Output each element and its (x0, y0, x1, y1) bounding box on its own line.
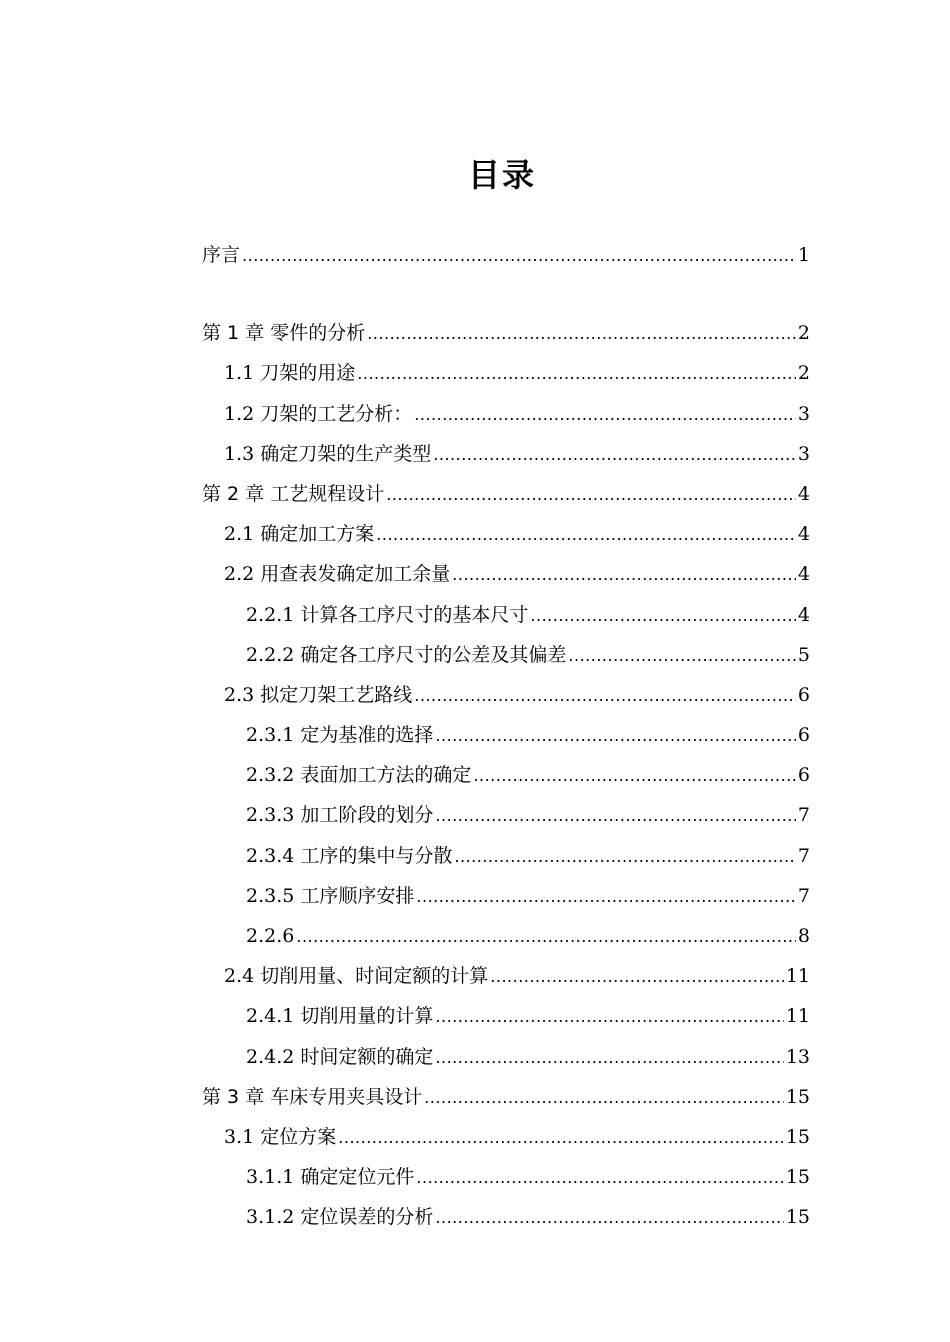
toc-leader-dots (454, 837, 796, 877)
toc-entry[interactable] (202, 675, 810, 715)
toc-entry-page: 15 (785, 1085, 810, 1108)
toc-entry-label: 2.2.6 (246, 925, 295, 947)
toc-entry-label: 序言 (202, 244, 241, 266)
toc-leader-dots (338, 1118, 784, 1158)
toc-entry-page: 1 (797, 244, 810, 266)
toc-entry-page: 7 (797, 804, 810, 827)
toc-entry-page: 11 (785, 1005, 810, 1028)
toc-leader-dots (357, 354, 796, 394)
toc-entry-label: 2.4.2 时间定额的确定 (246, 1045, 434, 1068)
toc-leader-dots (490, 957, 784, 997)
toc-entry[interactable] (202, 1117, 810, 1157)
toc-entry[interactable] (202, 836, 810, 876)
toc-leader-dots (424, 1078, 784, 1118)
toc-entry-page: 7 (797, 844, 810, 867)
toc-leader-dots (435, 796, 796, 836)
toc-entry[interactable] (202, 235, 810, 275)
toc-entry[interactable] (202, 474, 810, 514)
toc-entry-page: 13 (785, 1045, 810, 1068)
toc-entry-page: 3 (797, 402, 810, 425)
toc-entry-label: 3.1 定位方案 (224, 1125, 337, 1148)
toc-entry-label: 第 2 章 工艺规程设计 (202, 482, 385, 505)
toc-leader-dots (386, 475, 796, 515)
toc-entry[interactable] (202, 876, 810, 916)
toc-entry-label: 1.2 刀架的工艺分析： (224, 402, 413, 425)
toc-entry-label: 3.1.1 确定定位元件 (246, 1166, 415, 1189)
toc-entry-label: 2.3.2 表面加工方法的确定 (246, 764, 472, 787)
toc-entry-label: 2.2.2 确定各工序尺寸的公差及其偏差 (246, 643, 567, 666)
toc-leader-dots (473, 756, 796, 796)
toc-entry[interactable] (202, 996, 810, 1036)
toc-entry-label: 2.3.4 工序的集中与分散 (246, 844, 453, 867)
toc-entry[interactable] (202, 635, 810, 675)
toc-entry-label: 第 1 章 零件的分析 (202, 322, 366, 345)
toc-entry-label: 2.3.5 工序顺序安排 (246, 884, 415, 907)
toc-entry-label: 2.3.3 加工阶段的划分 (246, 804, 434, 827)
toc-entry-page: 4 (797, 563, 810, 586)
toc-leader-dots (367, 314, 796, 354)
toc-leader-dots (296, 917, 796, 957)
table-of-contents (202, 235, 810, 1238)
toc-entry[interactable] (202, 755, 810, 795)
toc-leader-dots (452, 555, 796, 595)
toc-leader-dots (435, 997, 783, 1037)
toc-entry[interactable] (202, 595, 810, 635)
toc-entry-page: 2 (797, 362, 810, 385)
toc-entry-page: 2 (797, 322, 810, 345)
toc-entry-page: 6 (797, 724, 810, 747)
toc-leader-dots (435, 716, 796, 756)
toc-entry-label: 第 3 章 车床专用夹具设计 (202, 1085, 423, 1108)
toc-entry-label: 2.2 用查表发确定加工余量 (224, 563, 451, 586)
toc-entry-page: 15 (785, 1206, 810, 1229)
toc-leader-dots (530, 596, 796, 636)
toc-leader-dots (435, 1038, 783, 1078)
toc-entry-page: 5 (797, 643, 810, 666)
toc-entry[interactable] (202, 514, 810, 554)
toc-entry-label: 3.1.2 定位误差的分析 (246, 1206, 434, 1229)
toc-entry-page: 6 (797, 683, 810, 706)
toc-entry-page: 4 (797, 482, 810, 505)
toc-leader-dots (433, 435, 796, 475)
toc-leader-dots (435, 1198, 783, 1238)
toc-title: 目录 (467, 156, 536, 194)
toc-entry-page: 3 (797, 442, 810, 465)
toc-entry-label: 1.3 确定刀架的生产类型 (224, 442, 432, 465)
toc-entry-label: 2.3 拟定刀架工艺路线 (224, 683, 413, 706)
toc-leader-dots (414, 676, 796, 716)
toc-entry-page: 7 (797, 884, 810, 907)
toc-entry[interactable] (202, 795, 810, 835)
toc-entry-label: 1.1 刀架的用途 (224, 362, 356, 385)
toc-entry-label: 2.4.1 切削用量的计算 (246, 1005, 434, 1028)
toc-entry-label: 2.3.1 定为基准的选择 (246, 724, 434, 747)
toc-entry[interactable] (202, 715, 810, 755)
toc-entry-label: 2.1 确定加工方案 (224, 523, 375, 546)
toc-entry[interactable] (202, 1037, 810, 1077)
toc-entry[interactable] (202, 394, 810, 434)
toc-leader-dots (414, 395, 796, 435)
toc-leader-dots (416, 1158, 783, 1198)
toc-entry[interactable] (202, 916, 810, 956)
toc-entry-page: 15 (785, 1166, 810, 1189)
toc-entry-label: 2.2.1 计算各工序尺寸的基本尺寸 (246, 603, 529, 626)
toc-entry-page: 4 (797, 603, 810, 626)
toc-leader-dots (568, 636, 796, 676)
toc-entry[interactable] (202, 1197, 810, 1237)
toc-entry[interactable] (202, 434, 810, 474)
toc-entry-page: 15 (785, 1125, 810, 1148)
toc-leader-dots (376, 515, 796, 555)
toc-leader-dots (416, 877, 796, 917)
toc-entry[interactable] (202, 313, 810, 353)
toc-entry-page: 11 (785, 965, 810, 988)
toc-entry[interactable] (202, 554, 810, 594)
toc-entry-page: 6 (797, 764, 810, 787)
toc-entry[interactable] (202, 1157, 810, 1197)
toc-entry[interactable] (202, 1077, 810, 1117)
toc-entry-label: 2.4 切削用量、时间定额的计算 (224, 965, 489, 988)
toc-entry[interactable] (202, 956, 810, 996)
toc-entry[interactable] (202, 353, 810, 393)
toc-entry-page: 8 (797, 925, 810, 947)
toc-leader-dots (242, 236, 796, 276)
toc-entry-page: 4 (797, 523, 810, 546)
